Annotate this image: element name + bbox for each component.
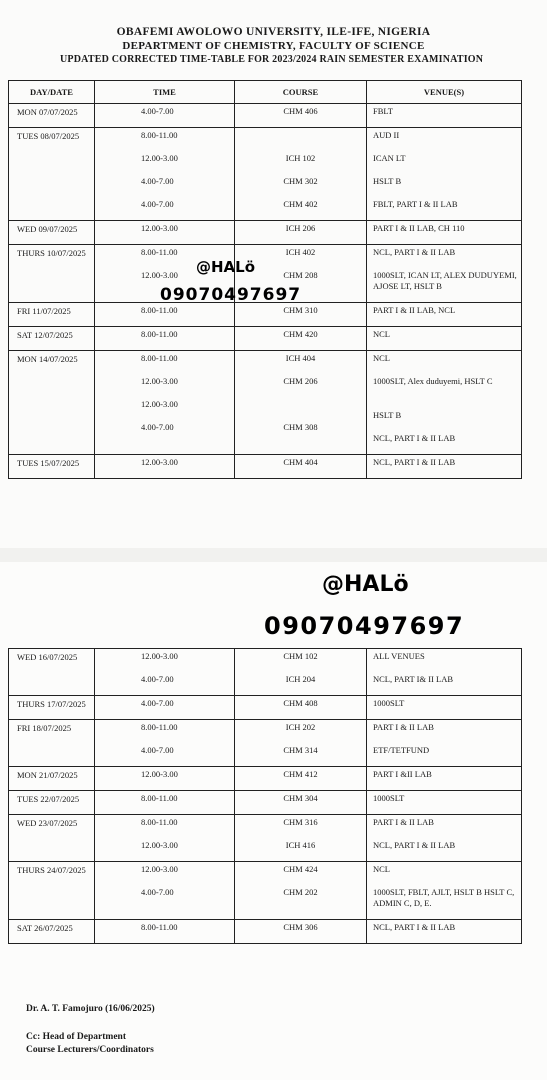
venue-value: FBLT (373, 106, 394, 116)
time-value: 8.00-11.00 (141, 793, 178, 803)
timetable-table-2 (8, 648, 522, 944)
venue-value: PART I &II LAB (373, 769, 432, 779)
time-value: 8.00-11.00 (141, 130, 178, 140)
day-cell (9, 128, 95, 221)
day-cell (9, 327, 95, 351)
course-code: CHM 310 (283, 305, 318, 315)
course-code: CHM 206 (283, 376, 318, 386)
time-value: 8.00-11.00 (141, 722, 178, 732)
day-label: THURS 24/07/2025 (17, 865, 86, 875)
cc-line: Cc: Head of Department (26, 1032, 126, 1042)
day-cell (9, 720, 95, 767)
venue-value: NCL, PART I& II LAB (373, 674, 454, 684)
venue-value: PART I & II LAB (373, 817, 434, 827)
venue-value: ETF/TETFUND (373, 745, 430, 755)
table-row (9, 720, 522, 767)
day-label: THURS 10/07/2025 (17, 248, 86, 258)
venue-cell (367, 920, 522, 944)
time-value: 4.00-7.00 (141, 698, 174, 708)
timetable-page-2 (0, 562, 547, 1080)
venue-value: NCL (373, 353, 390, 363)
time-value: 12.00-3.00 (141, 270, 178, 280)
time-value: 4.00-7.00 (141, 106, 174, 116)
venue-value: HSLT B (373, 176, 402, 186)
venue-value: NCL, PART I & II LAB (373, 433, 456, 443)
course-cell (235, 696, 367, 720)
course-cell (235, 221, 367, 245)
venue-value: NCL (373, 329, 390, 339)
course-code: ICH 404 (285, 353, 316, 363)
time-value: 12.00-3.00 (141, 223, 178, 233)
table-row (9, 327, 522, 351)
table-row (9, 791, 522, 815)
time-value: 8.00-11.00 (141, 922, 178, 932)
table-row (9, 696, 522, 720)
venue-cell (367, 351, 522, 455)
course-code: CHM 424 (283, 864, 318, 874)
venue-value: ICAN LT (373, 153, 406, 163)
time-value: 12.00-3.00 (141, 864, 178, 874)
time-value: 4.00-7.00 (141, 422, 174, 432)
day-cell (9, 221, 95, 245)
time-cell (95, 327, 235, 351)
course-code (235, 128, 366, 151)
day-label: MON 14/07/2025 (17, 354, 78, 364)
day-label: WED 16/07/2025 (17, 652, 78, 662)
table-row (9, 455, 522, 479)
day-cell (9, 303, 95, 327)
time-value: 4.00-7.00 (141, 887, 174, 897)
venue-cell (367, 327, 522, 351)
time-cell (95, 455, 235, 479)
venue-cell (367, 221, 522, 245)
table-row (9, 862, 522, 920)
time-value: 12.00-3.00 (141, 651, 178, 661)
time-cell (95, 649, 235, 696)
venue-cell (367, 815, 522, 862)
course-cell (235, 920, 367, 944)
day-label: SAT 26/07/2025 (17, 923, 73, 933)
venue-cell (367, 767, 522, 791)
course-cell (235, 303, 367, 327)
department-heading: DEPARTMENT OF CHEMISTRY, FACULTY OF SCIENCE (122, 40, 425, 52)
course-cell (235, 791, 367, 815)
venue-cell (367, 696, 522, 720)
course-cell (235, 455, 367, 479)
column-header-day: DAY/DATE (9, 81, 95, 104)
day-cell (9, 104, 95, 128)
course-code: CHM 402 (283, 199, 318, 209)
course-code: CHM 412 (283, 769, 318, 779)
timetable-title: UPDATED CORRECTED TIME-TABLE FOR 2023/2024 RAIN SEMESTER EXAMINATION (60, 54, 484, 65)
table-row (9, 221, 522, 245)
time-value: 8.00-11.00 (141, 305, 178, 315)
course-cell (235, 128, 367, 221)
column-header-course: COURSE (235, 81, 367, 104)
signature-line: Dr. A. T. Famojuro (16/06/2025) (26, 1004, 155, 1014)
day-cell (9, 245, 95, 303)
venue-value: 1000SLT, FBLT, AJLT, HSLT B HSLT C, ADMIN C, D, E. (373, 887, 515, 908)
course-cell (235, 862, 367, 920)
time-value: 12.00-3.00 (141, 457, 178, 467)
course-code: CHM 202 (283, 887, 318, 897)
day-cell (9, 791, 95, 815)
venue-value: 1000SLT (373, 793, 405, 803)
time-value: 8.00-11.00 (141, 817, 178, 827)
venue-cell (367, 649, 522, 696)
time-cell (95, 920, 235, 944)
time-value: 8.00-11.00 (141, 353, 178, 363)
table-row (9, 649, 522, 696)
time-value: 8.00-11.00 (141, 247, 178, 257)
day-cell (9, 696, 95, 720)
course-cell (235, 104, 367, 128)
course-code: CHM 420 (283, 329, 318, 339)
course-cell (235, 327, 367, 351)
venue-cell (367, 128, 522, 221)
table-row (9, 351, 522, 455)
day-label: TUES 15/07/2025 (17, 458, 80, 468)
time-cell (95, 862, 235, 920)
time-value: 4.00-7.00 (141, 199, 174, 209)
day-label: TUES 22/07/2025 (17, 794, 80, 804)
table-row (9, 815, 522, 862)
table-row (9, 128, 522, 221)
time-value: 12.00-3.00 (141, 153, 178, 163)
course-code: CHM 304 (283, 793, 318, 803)
course-code: CHM 404 (283, 457, 318, 467)
venue-value: PART I & II LAB, CH 110 (373, 223, 465, 233)
venue-value: PART I & II LAB, NCL (373, 305, 456, 315)
course-code: ICH 204 (285, 674, 316, 684)
time-value: 12.00-3.00 (141, 399, 178, 409)
timetable-table-1 (8, 80, 522, 479)
venue-value: NCL, PART I & II LAB (373, 247, 456, 257)
time-cell (95, 104, 235, 128)
time-value: 4.00-7.00 (141, 745, 174, 755)
venue-value: NCL (373, 864, 390, 874)
day-label: FRI 18/07/2025 (17, 723, 72, 733)
venue-value: 1000SLT, ICAN LT, ALEX DUDUYEMI, AJOSE LT, HSLT B (373, 270, 517, 291)
time-value: 8.00-11.00 (141, 329, 178, 339)
time-cell (95, 303, 235, 327)
day-cell (9, 862, 95, 920)
time-cell (95, 720, 235, 767)
course-code: CHM 306 (283, 922, 318, 932)
day-cell (9, 351, 95, 455)
time-cell (95, 221, 235, 245)
venue-cell (367, 455, 522, 479)
course-code: CHM 408 (283, 698, 318, 708)
watermark-phone: 09070497697 (160, 285, 302, 305)
venue-cell (367, 104, 522, 128)
table-row (9, 104, 522, 128)
venue-value: HSLT B (373, 410, 402, 420)
day-label: FRI 11/07/2025 (17, 306, 71, 316)
venue-value: 1000SLT (373, 698, 405, 708)
time-cell (95, 767, 235, 791)
time-value: 12.00-3.00 (141, 376, 178, 386)
course-code: CHM 316 (283, 817, 318, 827)
cc-line-2: Course Lecturers/Coordinators (26, 1045, 154, 1055)
time-value: 4.00-7.00 (141, 674, 174, 684)
table-row (9, 303, 522, 327)
venue-value: AUD II (373, 130, 400, 140)
day-label: WED 09/07/2025 (17, 224, 78, 234)
column-header-venue: VENUE(S) (367, 81, 522, 104)
page-gap (0, 548, 547, 562)
venue-cell (367, 245, 522, 303)
course-cell (235, 767, 367, 791)
course-code: CHM 406 (283, 106, 318, 116)
course-code: ICH 416 (285, 840, 316, 850)
watermark-handle: @HALö (196, 258, 256, 276)
venue-value: ALL VENUES (373, 651, 425, 661)
day-label: MON 21/07/2025 (17, 770, 78, 780)
university-heading: OBAFEMI AWOLOWO UNIVERSITY, ILE-IFE, NIGERIA (116, 26, 431, 38)
day-label: MON 07/07/2025 (17, 107, 78, 117)
watermark-phone: 09070497697 (264, 612, 465, 640)
venue-value: 1000SLT, Alex duduyemi, HSLT C (373, 376, 493, 386)
course-cell (235, 720, 367, 767)
venue-value: NCL, PART I & II LAB (373, 922, 456, 932)
venue-cell (367, 791, 522, 815)
course-code: ICH 206 (285, 223, 316, 233)
venue-cell (367, 303, 522, 327)
venue-cell (367, 720, 522, 767)
time-cell (95, 128, 235, 221)
course-code: CHM 102 (283, 651, 318, 661)
venue-value: NCL, PART I & II LAB (373, 457, 456, 467)
venue-cell (367, 862, 522, 920)
course-code: CHM 314 (283, 745, 318, 755)
course-code: CHM 208 (283, 270, 318, 280)
column-header-time: TIME (95, 81, 235, 104)
time-cell (95, 791, 235, 815)
venue-value: FBLT, PART I & II LAB (373, 199, 458, 209)
venue-value: NCL, PART I & II LAB (373, 840, 456, 850)
day-cell (9, 767, 95, 791)
course-cell (235, 815, 367, 862)
day-cell (9, 649, 95, 696)
time-cell (95, 351, 235, 455)
course-code: CHM 308 (283, 422, 318, 432)
table-header-row (9, 81, 522, 104)
day-cell (9, 920, 95, 944)
time-value: 4.00-7.00 (141, 176, 174, 186)
course-cell (235, 351, 367, 455)
day-cell (9, 455, 95, 479)
venue-value: PART I & II LAB (373, 722, 434, 732)
time-cell (95, 815, 235, 862)
course-code: ICH 402 (285, 247, 316, 257)
table-row (9, 767, 522, 791)
course-code (235, 397, 366, 420)
time-cell (95, 696, 235, 720)
watermark-handle: @HALö (322, 572, 409, 597)
time-value: 12.00-3.00 (141, 769, 178, 779)
day-label: SAT 12/07/2025 (17, 330, 73, 340)
day-label: WED 23/07/2025 (17, 818, 78, 828)
course-code: ICH 102 (285, 153, 316, 163)
course-code: ICH 202 (285, 722, 316, 732)
time-value: 12.00-3.00 (141, 840, 178, 850)
course-code: CHM 302 (283, 176, 318, 186)
day-cell (9, 815, 95, 862)
day-label: THURS 17/07/2025 (17, 699, 86, 709)
day-label: TUES 08/07/2025 (17, 131, 80, 141)
course-cell (235, 649, 367, 696)
table-row (9, 920, 522, 944)
